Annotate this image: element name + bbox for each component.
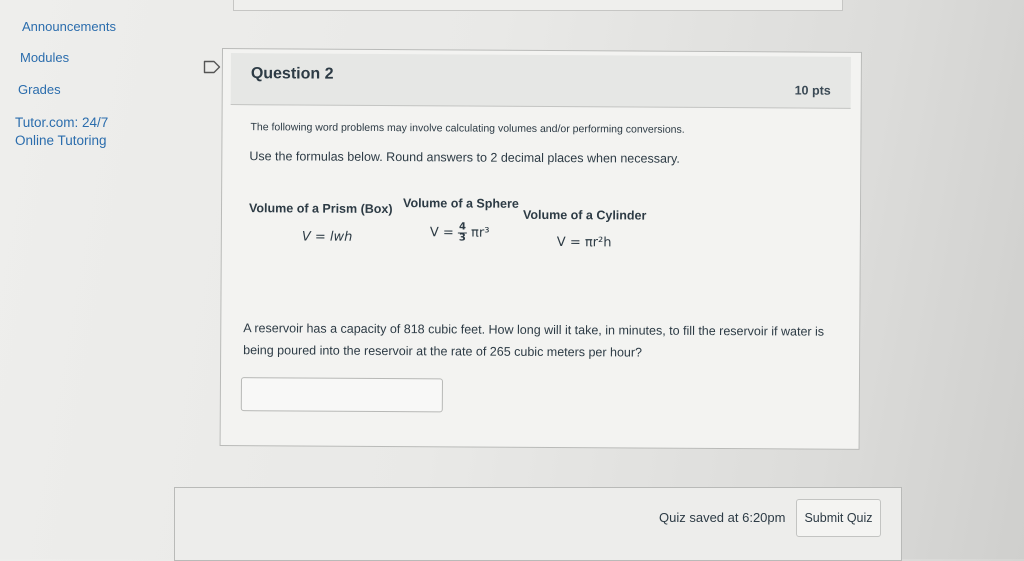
problem-text: A reservoir has a capacity of 818 cubic feet. How long will it take, in minutes, to fill the reservoir if water is being poured into the reservoir at the rate of 265 cubic meters per hour? xyxy=(243,321,825,360)
formula-label-sphere: Volume of a Sphere xyxy=(403,196,519,211)
quiz-saved-status: Quiz saved at 6:20pm xyxy=(659,510,786,525)
quiz-footer xyxy=(174,487,902,561)
nav-link-announcements[interactable]: Announcements xyxy=(22,19,116,34)
fraction-denominator: 3 xyxy=(458,232,466,244)
answer-input[interactable] xyxy=(241,377,443,412)
formula-cylinder: V = πr²h xyxy=(556,235,612,251)
formula-prism: V = lwh xyxy=(301,229,353,245)
formula-sphere-suffix: πr³ xyxy=(471,225,490,241)
bookmark-flag-icon[interactable] xyxy=(203,60,221,74)
formula-sphere-fraction xyxy=(458,222,467,243)
nav-link-modules[interactable]: Modules xyxy=(20,50,70,65)
previous-question-box xyxy=(233,0,843,11)
question-points: 10 pts xyxy=(794,83,831,98)
submit-quiz-button[interactable]: Submit Quiz xyxy=(796,499,881,537)
question-card xyxy=(220,48,862,450)
formula-label-prism: Volume of a Prism (Box) xyxy=(248,201,393,217)
question-title: Question 2 xyxy=(250,65,334,83)
nav-link-grades[interactable]: Grades xyxy=(18,82,61,97)
formula-sphere xyxy=(430,222,490,243)
question-instructions: Use the formulas below. Round answers to 2 decimal places when necessary. xyxy=(249,149,680,166)
nav-link-tutor[interactable]: Tutor.com: 24/7 Online Tutoring xyxy=(15,115,109,148)
question-header xyxy=(231,53,851,109)
formula-sphere-prefix: V = xyxy=(429,225,454,241)
question-intro: The following word problems may involve calculating volumes and/or performing conversions. xyxy=(250,121,685,136)
fraction-numerator: 4 xyxy=(458,221,466,233)
course-nav xyxy=(0,0,190,559)
formula-label-cylinder: Volume of a Cylinder xyxy=(522,207,647,223)
